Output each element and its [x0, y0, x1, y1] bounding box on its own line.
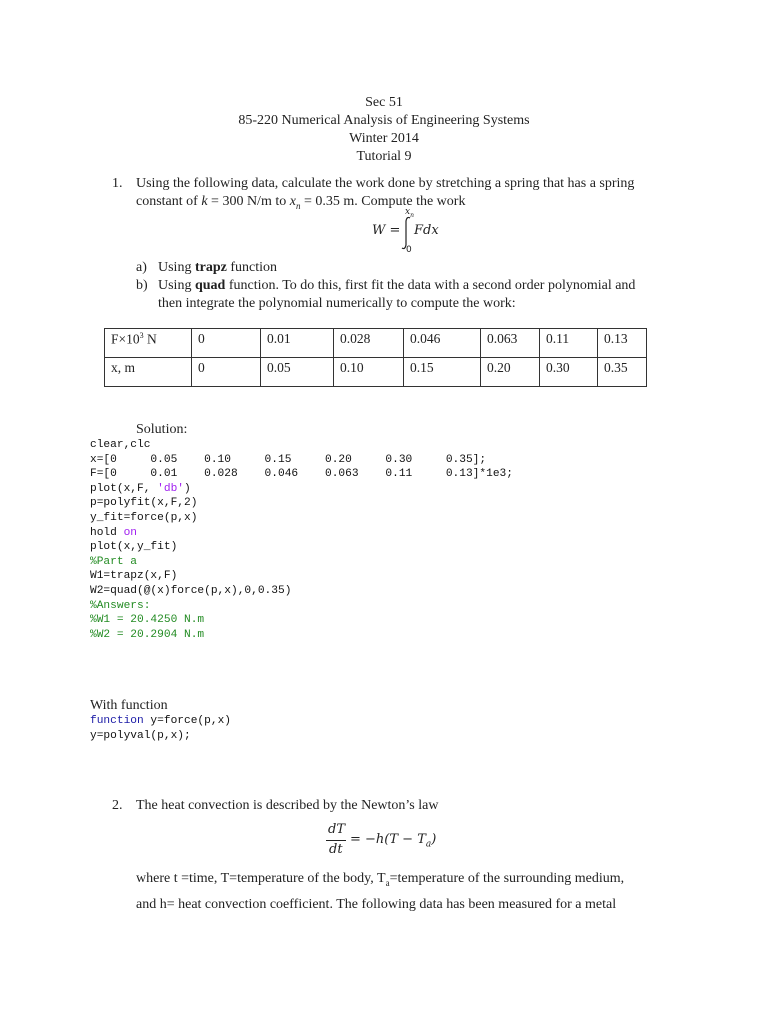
table-cell: 0.11 [540, 329, 598, 358]
table-cell: 0.05 [261, 358, 334, 387]
table-row [105, 329, 647, 358]
part-a-text: Using trapz function [158, 260, 277, 275]
term: Winter 2014 [349, 131, 419, 146]
table-cell: 0.028 [334, 329, 404, 358]
code-line: x=[0 0.05 0.10 0.15 0.20 0.30 0.35]; [90, 453, 487, 466]
code-line: plot(x,y_fit) [90, 541, 178, 554]
table-cell: 0.01 [261, 329, 334, 358]
q2-line1: where t =time, T=temperature of the body, $T_a=temperature$ of the surrounding medium, [136, 871, 625, 888]
table-cell: 0.30 [540, 358, 598, 387]
tutorial-title: Tutorial 9 [356, 149, 412, 164]
function-label: With function [90, 698, 168, 713]
part-a-label: a) [136, 260, 147, 275]
q1-number: 1. [112, 176, 123, 191]
q2-line2: and h= heat convection coefficient. The following data has been measured for a metal [136, 897, 617, 912]
q1-line2: constant of k = 300 N/m to $x_n = 0.35$ m. Compute the work [136, 194, 466, 211]
code-line: W1=trapz(x,F) [90, 570, 178, 583]
q2-intro: The heat convection is described by the Newton’s law [136, 798, 439, 813]
part-b-text: Using quad function. To do this, first fit the data with a second order polynomial and [158, 278, 636, 293]
table-cell: 0.15 [404, 358, 481, 387]
code-line: function y=force(p,x) [90, 715, 231, 727]
q2-number: 2. [112, 798, 123, 813]
code-line: W2=quad(@(x)force(p,x),0,0.35) [90, 584, 292, 597]
table-cell: 0.35 [598, 358, 647, 387]
table-cell: 0 [192, 329, 261, 358]
table-cell: 0.046 [404, 329, 481, 358]
table-cell: 0.13 [598, 329, 647, 358]
data-table [104, 328, 647, 387]
q1-line1: Using the following data, calculate the work done by stretching a spring that has a spring [136, 176, 635, 191]
course-title: 85-220 Numerical Analysis of Engineering Systems [238, 113, 530, 128]
table-cell: 0.10 [334, 358, 404, 387]
section-number: Sec 51 [365, 95, 403, 110]
code-line: %W1 = 20.4250 N.m [90, 614, 205, 627]
code-line: p=polyfit(x,F,2) [90, 497, 198, 510]
fraction-bar [326, 840, 346, 841]
function-code-block [90, 714, 231, 743]
code-line: %W2 = 20.2904 N.m [90, 628, 205, 641]
table-cell: 0.063 [481, 329, 540, 358]
part-b-line2: then integrate the polynomial numerically to compute the work: [158, 296, 516, 311]
code-line: %Part a [90, 555, 137, 568]
code-line: plot(x,F, 'db') [90, 482, 191, 495]
row-header-force: $F\times 10^3$ N [105, 329, 192, 358]
table-cell: 0.20 [481, 358, 540, 387]
code-line: clear,clc [90, 439, 151, 451]
table-cell: 0 [192, 358, 261, 387]
code-line: hold on [90, 526, 138, 539]
code-line: y=polyval(p,x); [90, 729, 191, 742]
newton-law-equation: dT dt = $-h(T - T_a)$ [328, 822, 437, 857]
code-line: F=[0 0.01 0.028 0.046 0.063 0.11 0.13]*1e3; [90, 468, 513, 481]
code-line: %Answers: [90, 599, 151, 612]
row-header-x: x, m [105, 358, 192, 387]
solution-code-block [90, 438, 513, 642]
code-line: y_fit=force(p,x) [90, 511, 198, 524]
work-integral-equation: W = $x_n$ 0 Fdx [372, 207, 439, 255]
part-b-label: b) [136, 278, 148, 293]
table-row [105, 358, 647, 387]
solution-label: Solution: [136, 422, 188, 437]
